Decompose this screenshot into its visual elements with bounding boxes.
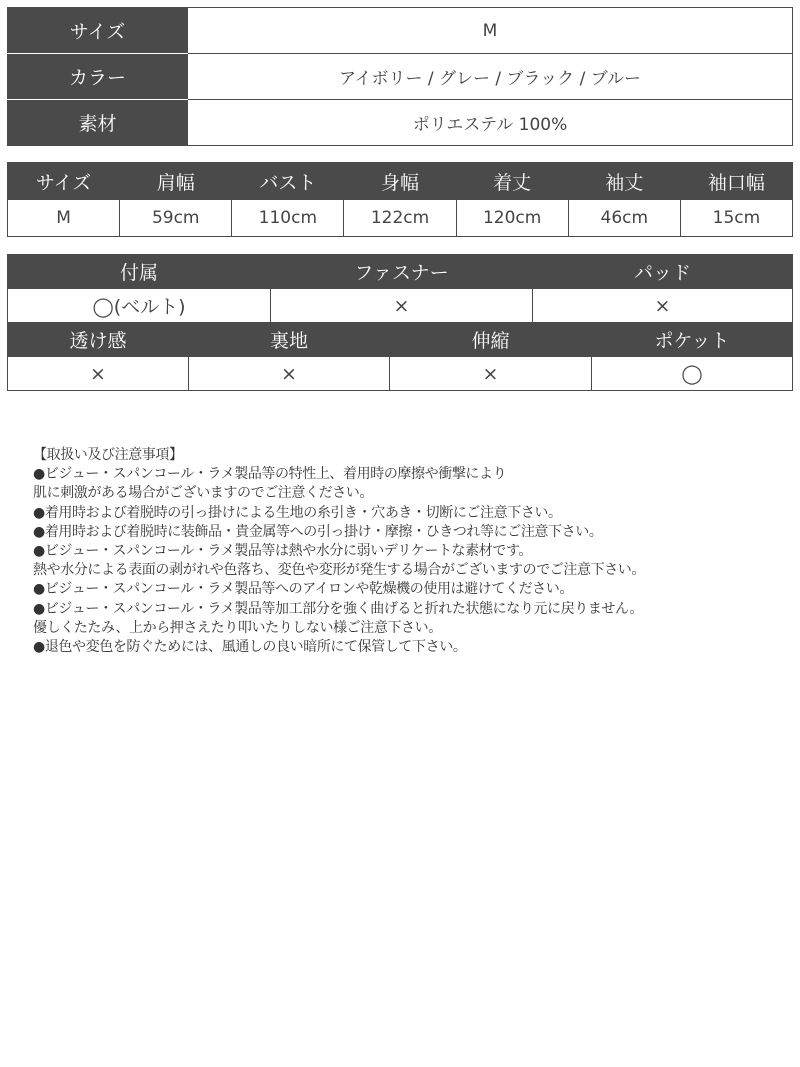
spec-table-accessories xyxy=(7,254,793,323)
care-note-line: ●退色や変色を防ぐためには、風通しの良い暗所にて保管して下さい。 xyxy=(33,639,467,656)
spec-table-features xyxy=(7,322,793,391)
info-value-size: M xyxy=(188,8,793,54)
info-row-material xyxy=(8,100,793,146)
spec-value-zipper: × xyxy=(271,289,533,323)
care-note-line: ●着用時および着脱時の引っ掛けによる生地の糸引き・穴あき・切断にご注意下さい。 xyxy=(33,504,562,521)
spec-value-pad: × xyxy=(533,289,793,323)
care-note-line: 優しくたたみ、上から押さえたり叩いたりしない様ご注意下さい。 xyxy=(33,619,442,636)
spec-value-pocket: ◯ xyxy=(592,357,793,391)
product-info-table xyxy=(7,7,793,146)
size-header-shoulder: 肩幅 xyxy=(120,163,232,200)
size-header-size: サイズ xyxy=(8,163,120,200)
info-value-color: アイボリー / グレー / ブラック / ブルー xyxy=(188,54,793,100)
care-notes-title: 【取扱い及び注意事項】 xyxy=(33,447,183,463)
spec-header-stretch: 伸縮 xyxy=(390,323,592,357)
size-cell-sleeve-length: 46cm xyxy=(568,200,680,237)
size-header-row xyxy=(8,163,793,200)
care-note-line: 熱や水分による表面の剥がれや色落ち、変色や変形が発生する場合がございますのでご注意下さい。 xyxy=(33,562,645,579)
care-note-line: ●ビジュー・スパンコール・ラメ製品等へのアイロンや乾燥機の使用は避けてください。 xyxy=(33,581,573,598)
spec-header-pocket: ポケット xyxy=(592,323,793,357)
spec-value-stretch: × xyxy=(390,357,592,391)
size-header-sleeve-length: 袖丈 xyxy=(568,163,680,200)
info-label-size: サイズ xyxy=(8,8,188,54)
care-note-line: ●ビジュー・スパンコール・ラメ製品等加工部分を強く曲げると折れた状態になり元に戻りません。 xyxy=(33,600,644,617)
care-note-line: ●着用時および着脱時に装飾品・貴金属等への引っ掛け・摩擦・ひきつれ等にご注意下さい。 xyxy=(33,523,603,540)
spec1-header-row xyxy=(8,255,793,289)
spec1-value-row xyxy=(8,289,793,323)
size-cell-cuff-width: 15cm xyxy=(680,200,792,237)
care-note-line: 肌に刺激がある場合がございますのでご注意ください。 xyxy=(33,485,373,502)
info-label-material: 素材 xyxy=(8,100,188,146)
care-notes xyxy=(33,446,793,657)
care-note-line: ●ビジュー・スパンコール・ラメ製品等の特性上、着用時の摩擦や衝撃により xyxy=(33,466,507,483)
info-row-size xyxy=(8,8,793,54)
care-note-line: ●ビジュー・スパンコール・ラメ製品等は熱や水分に弱いデリケートな素材です。 xyxy=(33,543,533,560)
spec-header-lining: 裏地 xyxy=(189,323,390,357)
size-cell-bust: 110cm xyxy=(232,200,344,237)
size-cell-shoulder: 59cm xyxy=(120,200,232,237)
size-header-cuff-width: 袖口幅 xyxy=(680,163,792,200)
spec-value-sheerness: × xyxy=(8,357,189,391)
spec-header-sheerness: 透け感 xyxy=(8,323,189,357)
size-cell-size: M xyxy=(8,200,120,237)
size-data-row xyxy=(8,200,793,237)
spec2-header-row xyxy=(8,323,793,357)
spec-value-lining: × xyxy=(189,357,390,391)
spec-header-zipper: ファスナー xyxy=(271,255,533,289)
spec-header-pad: パッド xyxy=(533,255,793,289)
size-header-bust: バスト xyxy=(232,163,344,200)
info-row-color xyxy=(8,54,793,100)
size-header-body-width: 身幅 xyxy=(344,163,456,200)
size-cell-body-width: 122cm xyxy=(344,200,456,237)
info-value-material: ポリエステル 100% xyxy=(188,100,793,146)
size-measurement-table xyxy=(7,162,793,237)
size-cell-length: 120cm xyxy=(456,200,568,237)
info-label-color: カラー xyxy=(8,54,188,100)
spec-value-accessory: ◯(ベルト) xyxy=(8,289,271,323)
spec-header-accessory: 付属 xyxy=(8,255,271,289)
size-header-length: 着丈 xyxy=(456,163,568,200)
spec2-value-row xyxy=(8,357,793,391)
